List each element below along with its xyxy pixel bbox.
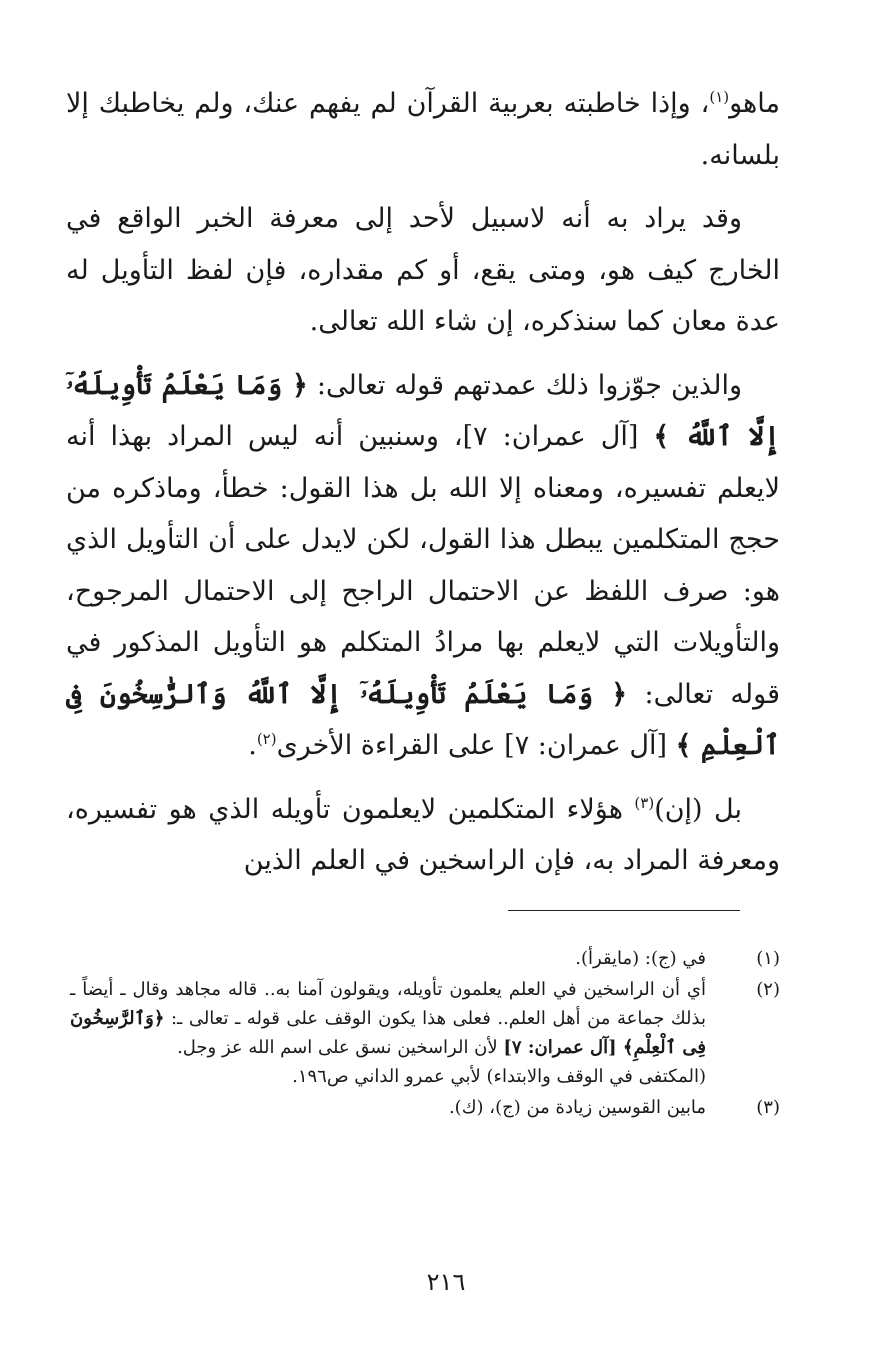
footnote-1 [70,944,780,973]
paragraph-3-tail: [آل عمران: ٧] على القراءة الأخرى [276,730,668,761]
footnotes [70,944,780,1124]
footnote-quran-verse: ﴿وَٱلرَّٰسِخُونَ فِى ٱلْعِلْمِ﴾ [آل عمران: ٧] [70,1008,706,1058]
footnote-ref-2[interactable]: (٢) [256,730,277,748]
footnote-separator [508,910,740,911]
paragraph-3-body: [آل عمران: ٧]، وسنبين أنه ليس المراد بهذا أنه لايعلم تفسيره، ومعناه إلا الله بل هذا القول: خطأ، وماذكره من حجج المتكلمين يبطل هذا القول، لكن لايدل على أن التأويل الذي هو: صرف اللفظ عن الاحتمال الراجح إلى الاحتمال المرجوح، والتأويلات التي لايعلم بها مرادُ المتكلم هو التأويل المذكور في قوله تعالى: [66,421,780,710]
footnote-ref-1[interactable]: (١) [709,88,730,106]
paragraph-4-text: بل (إن) [654,793,742,825]
paragraph-3 [66,360,780,772]
paragraph-4-text-cont: هؤلاء المتكلمين لايعلمون تأويله الذي هو تفسيره، ومعرفة المراد به، فإن الراسخين في العلم الذين [66,793,780,876]
footnote-ref-3[interactable]: (٣) [634,793,655,812]
paragraph-3-end: . [248,730,257,761]
paragraph-1 [66,78,780,181]
paragraph-1-text-cont: ، وإذا خاطبته بعربية القرآن لم يفهم عنك، ولم يخاطبك إلا بلسانه. [66,88,780,171]
paragraph-4 [66,784,780,887]
footnote-text-cont: لأن الراسخين نسق على اسم الله عز وجل. [177,1037,504,1058]
footnote-text: مابين القوسين زيادة من (ج)، (ك). [448,1097,706,1118]
paragraph-1-text: ماهو [729,88,780,119]
footnote-text: في (ج): (مايقرأ). [575,948,706,969]
footnote-number: (٣) [756,1097,780,1118]
quran-verse-2: ﴿ وَمَا يَعْلَمُ تَأْوِيلَهُۥٓ إِلَّا ٱللَّهُ وَٱلرَّٰسِخُونَ فِى ٱلْعِلْمِ ﴾ [66,678,780,761]
quran-verse-1: ﴿ وَمَا يَعْلَمُ تَأْوِيلَهُۥٓ إِلَّا ٱللَّهُ ﴾ [66,369,780,452]
footnote-source: (المكتفى في الوقف والابتداء) لأبي عمرو الداني ص١٩٦. [292,1066,706,1087]
footnote-text: أي أن الراسخين في العلم يعلمون تأويله، ويقولون آمنا به.. قاله مجاهد وقال ـ أيضاً ـ بذلك جماعة من أهل العلم.. فعلى هذا يكون الوقف على قوله ـ تعالى ـ: [70,979,706,1029]
footnote-number: (٢) [756,979,780,1000]
footnote-number: (١) [756,948,780,969]
paragraph-2: وقد يراد به أنه لاسبيل لأحد إلى معرفة الخبر الواقع في الخارج كيف هو، ومتى يقع، أو كم مقداره، فإن لفظ التأويل له عدة معان كما سنذكره، إن شاء الله تعالى. [66,203,780,337]
footnote-2 [70,975,780,1091]
footnote-3 [70,1093,780,1122]
main-text [66,78,780,899]
paragraph-3-lead: والذين جوّزوا ذلك عمدتهم قوله تعالى: [316,369,742,401]
page-number: ٢١٦ [426,1268,466,1296]
